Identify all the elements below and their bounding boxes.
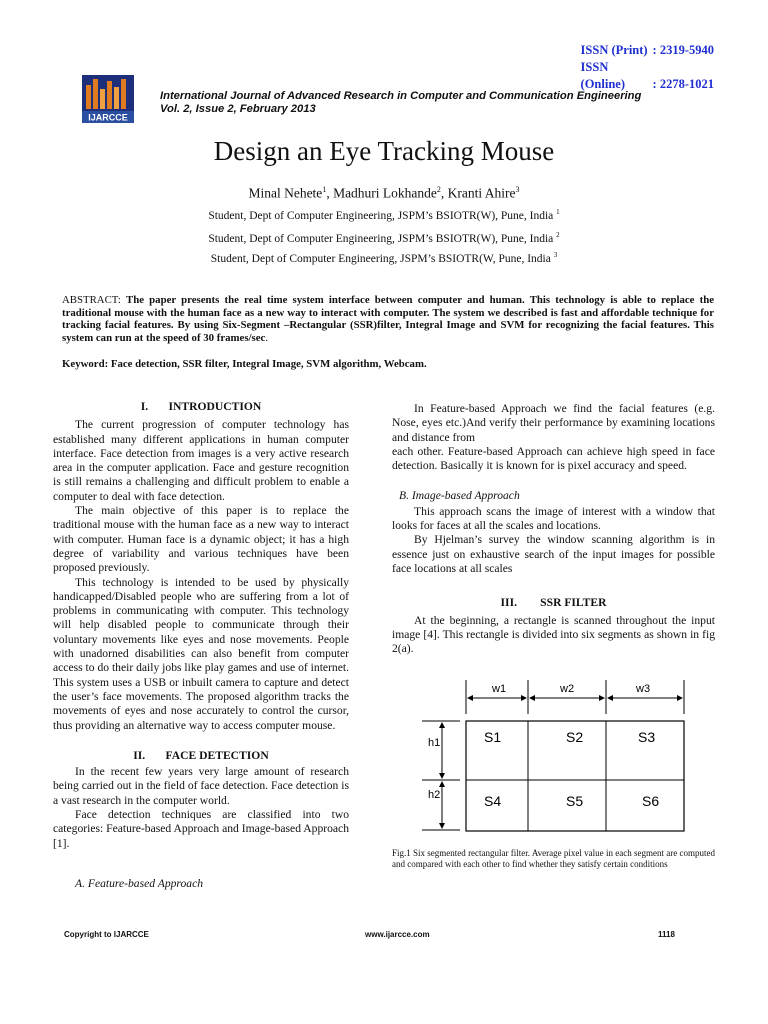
col-label-w1: w1 <box>492 683 507 695</box>
feature-based-paragraph-b: each other. Feature-based Approach can achieve high speed in face detection. Basically it is known for is pixel accuracy and speed. <box>392 444 715 473</box>
section-3-heading <box>392 596 715 610</box>
section-1-heading <box>53 400 349 414</box>
ssr-filter-figure <box>420 676 720 836</box>
keywords: Keyword: Face detection, SSR filter, Integral Image, SVM algorithm, Webcam. <box>62 358 427 370</box>
issn-print-label: ISSN (Print) <box>580 43 648 57</box>
author-1-sup: 1 <box>322 185 327 194</box>
figure-caption: Fig.1 Six segmented rectangular filter. Average pixel value in each segment are computed and compared with each other to find whether they satisfy certain conditions <box>392 848 715 869</box>
section-1-number: I. <box>140 400 149 413</box>
cell-s5: S5 <box>566 793 584 809</box>
affiliation-2-sup: 2 <box>556 231 560 239</box>
intro-paragraph-3: This technology is intended to be used by physically handicapped/Disabled people who are suffering from a lot of problems in communicating with computer. This technology will help disabled people to communicate through their voluntary movements like eyes and nose movements. People with unadorned disabilities can also benefit from computer access to do their daily jobs like play games and use of internet. This system uses a USB or inbuilt camera to capture and detect the user’s face movements. The proposed algorithm tracks the movements of eyes and nose accurately to control the cursor, thus providing an alternative way to access computer mouse. <box>53 575 349 732</box>
cell-s2: S2 <box>566 729 584 745</box>
author-list: Minal Nehete$^1$, Madhuri Lokhande$^2$, Kranti Ahire$^3$ <box>248 185 520 201</box>
section-3-title: SSR FILTER <box>540 596 607 610</box>
author-3: Kranti Ahire <box>447 185 516 201</box>
feature-based-paragraph-a: In Feature-based Approach we find the facial features (e.g. Nose, eyes etc.)And verify their performance by examining locations and distance from <box>392 402 715 444</box>
issn-print-value: : 2319-5940 <box>652 43 714 57</box>
section-2-number: II. <box>133 748 146 762</box>
intro-paragraph-1: The current progression of computer technology has established many different applications in human computer interface. Face detection from images is a very active research area in the computer application. Face and gesture recognition is still remains a challenging and difficult problem to enable a computer to deal with face detection. <box>53 418 349 503</box>
affiliation-3-sup: 3 <box>553 251 558 259</box>
image-based-paragraph-1: This approach scans the image of interest with a window that looks for faces at all the scales and locations. <box>392 504 715 533</box>
author-3-sup: 3 <box>515 185 520 194</box>
author-2: Madhuri Lokhande <box>333 185 437 201</box>
issn-online-label: ISSN (Online) <box>580 60 625 91</box>
footer-copyright: Copyright to IJARCCE <box>64 930 149 939</box>
affiliation-3 <box>0 251 768 265</box>
journal-logo <box>82 75 134 123</box>
author-1: Minal Nehete <box>248 185 323 201</box>
cell-s3: S3 <box>638 729 656 745</box>
affiliation-3-text: Student, Dept of Computer Engineering, JSPM’s BSIOTR(W, Pune, India <box>210 252 551 265</box>
section-3-number: III. <box>500 596 517 610</box>
affiliation-1-text: Student, Dept of Computer Engineering, JSPM’s BSIOTR(W), Pune, India <box>208 209 554 222</box>
affiliation-1 <box>0 208 768 222</box>
journal-name <box>160 90 641 116</box>
abstract-text: The paper presents the real time system interface between computer and human. This technology is able to replace the traditional mouse with the human face as a new way to interact with computer. The system we described is fast and affordable technique for tracking facial features. By using Six-Segment –Rectangular (SSR)filter, Integral Image and SVM for recognizing the facial features. This system can run at the speed of 30 frames/sec <box>62 294 714 344</box>
abstract <box>62 294 714 344</box>
right-column <box>392 402 715 656</box>
image-based-paragraph-2: By Hjelman’s survey the window scanning algorithm is in essence just on exhaustive search of the input images for possible face locations at all scales <box>392 533 715 575</box>
abstract-end: . <box>265 331 269 344</box>
section-2-heading <box>53 749 349 763</box>
left-column <box>53 400 349 891</box>
intro-paragraph-2: The main objective of this paper is to replace the traditional mouse with the human face as a new way to interact with computer. Human face is a dynamic object; it has a high degree of variability and various techniques have been proposed previously. <box>53 504 349 575</box>
subsection-b-heading: B. Image-based Approach <box>399 489 520 503</box>
section-1-title: INTRODUCTION <box>168 400 262 413</box>
paper-title: Design an Eye Tracking Mouse <box>213 136 555 166</box>
footer-page-number: 1118 <box>658 930 675 939</box>
abstract-label: ABSTRACT: <box>62 294 127 306</box>
col-label-w2: w2 <box>560 683 575 695</box>
footer-website[interactable]: www.ijarcce.com <box>365 930 430 939</box>
row-label-h2: h2 <box>428 789 441 801</box>
row-label-h1: h1 <box>428 737 441 749</box>
journal-line2: Vol. 2, Issue 2, February 2013 <box>160 103 316 115</box>
journal-line1: International Journal of Advanced Research in Computer and Communication Engineering <box>160 90 642 102</box>
issn-block <box>581 42 714 93</box>
affiliation-2-text: Student, Dept of Computer Engineering, JSPM’s BSIOTR(W), Pune, India <box>208 232 554 245</box>
affiliation-2 <box>0 231 768 245</box>
cell-s4: S4 <box>484 793 502 809</box>
face-detection-paragraph-1: In the recent few years very large amount of research being carried out in the field of face detection. Face detection is a vast research in the computer world. <box>53 765 349 807</box>
issn-online-value: : 2278-1021 <box>652 77 714 91</box>
subsection-a-heading: A. Feature-based Approach <box>75 876 204 890</box>
ssr-filter-paragraph: At the beginning, a rectangle is scanned throughout the input image [4]. This rectangle is divided into six segments as shown in fig 2(a). <box>392 613 715 656</box>
section-2-title: FACE DETECTION <box>165 748 269 762</box>
logo-text: IJARCCE <box>88 112 128 123</box>
affiliation-1-sup: 1 <box>556 208 560 216</box>
author-2-sup: 2 <box>436 185 441 194</box>
cell-s1: S1 <box>484 729 502 745</box>
col-label-w3: w3 <box>636 683 651 695</box>
cell-s6: S6 <box>642 793 660 809</box>
face-detection-paragraph-2: Face detection techniques are classified into two categories: Feature-based Approach and Image-based Approach [1]. <box>53 808 349 850</box>
